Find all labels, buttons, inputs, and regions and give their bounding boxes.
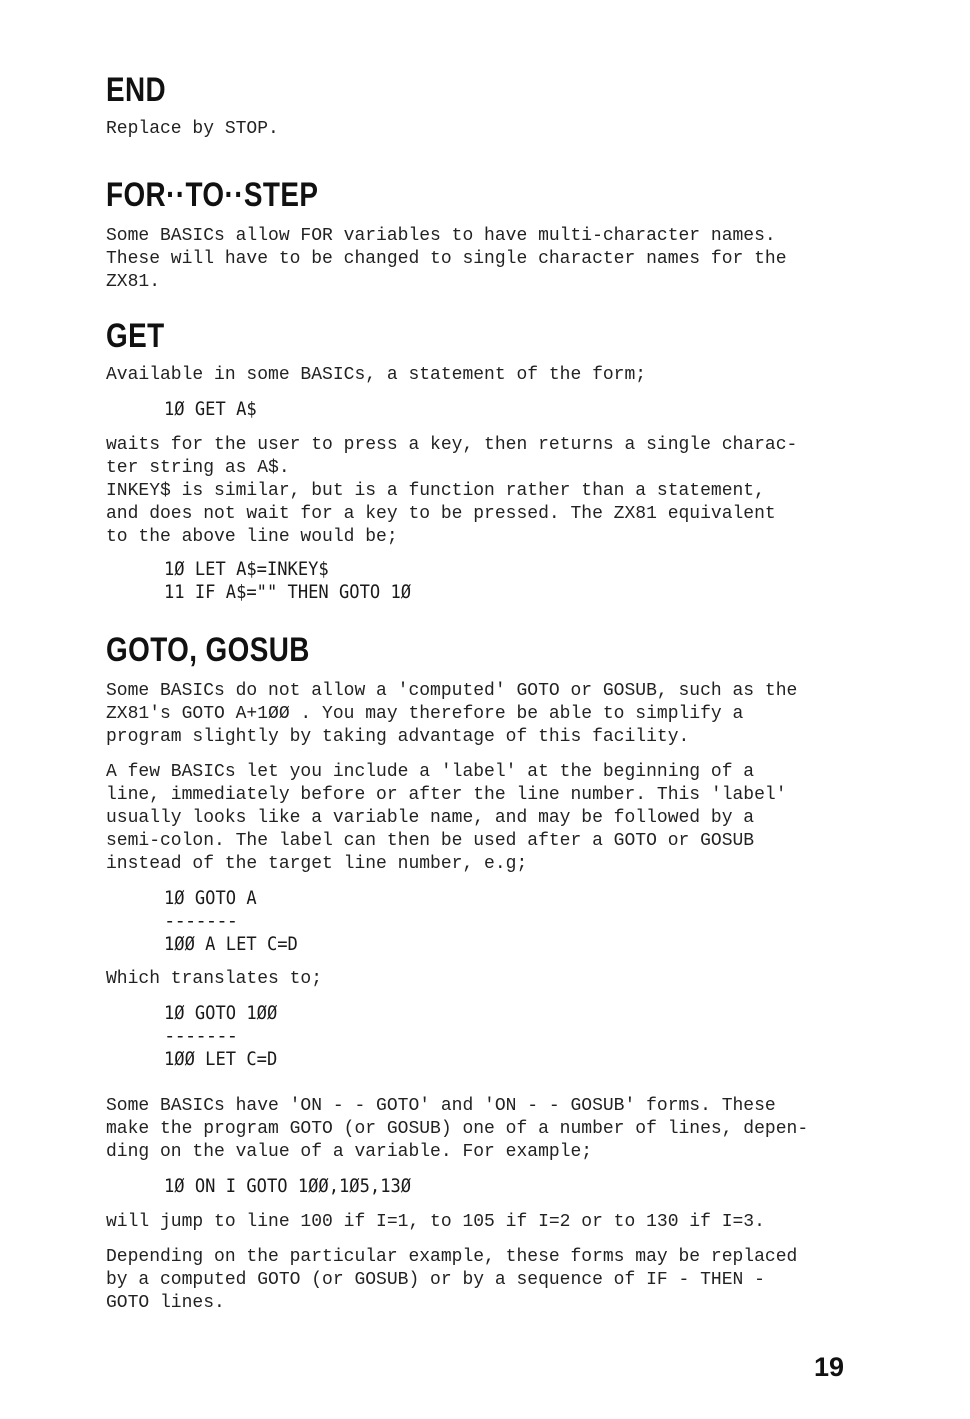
code-get-1: 1Ø GET A$ — [164, 398, 257, 420]
paragraph-goto-3: Which translates to; — [106, 969, 323, 989]
heading-end: END — [106, 71, 167, 109]
code-separator-2: ------- — [164, 1025, 238, 1047]
code-goto-4: 1ØØ LET C=D — [164, 1048, 278, 1070]
paragraph-goto-4: Some BASICs have 'ON - - GOTO' and 'ON - - GOSUB' forms. These make the program GOTO (or GOSUB) one of a number of lines, depen- ding on the value of a variable. For example; — [106, 1096, 809, 1162]
code-separator-1: ------- — [164, 910, 238, 932]
heading-get: GET — [106, 317, 165, 355]
heading-goto-gosub: GOTO, GOSUB — [106, 631, 310, 669]
paragraph-goto-1: Some BASICs do not allow a 'computed' GOTO or GOSUB, such as the ZX81's GOTO A+1ØØ . You may therefore be able to simplify a program slightly by taking advantage of this facility. — [106, 681, 798, 747]
paragraph-end: Replace by STOP. — [106, 119, 279, 139]
heading-for-to-step: FOR··TO··STEP — [106, 176, 319, 214]
code-goto-2: 1ØØ A LET C=D — [164, 933, 298, 955]
code-goto-1: 1Ø GOTO A — [164, 887, 257, 909]
paragraph-get-1: Available in some BASICs, a statement of the form; — [106, 365, 647, 385]
paragraph-goto-6: Depending on the particular example, these forms may be replaced by a computed GOTO (or GOSUB) or by a sequence of IF - THEN - GOTO lines. — [106, 1247, 798, 1313]
code-goto-3: 1Ø GOTO 1ØØ — [164, 1002, 278, 1024]
paragraph-get-2: waits for the user to press a key, then returns a single charac- ter string as A$. INKEY$ is similar, but is a function rather than a statement, and does not wait for a key to be pressed. The ZX81 equivalent to the above line would be; — [106, 435, 798, 547]
page-content — [106, 70, 876, 1315]
paragraph-for: Some BASICs allow FOR variables to have multi-character names. These will have to be changed to single character names for the ZX81. — [106, 226, 787, 292]
code-goto-5: 1Ø ON I GOTO 1ØØ,1Ø5,13Ø — [164, 1175, 412, 1197]
paragraph-goto-2: A few BASICs let you include a 'label' at the beginning of a line, immediately before or after the line number. This 'label' usually looks like a variable name, and may be followed by a semi-colon. The label can then be used after a GOTO or GOSUB instead of the target line number, e.g; — [106, 762, 787, 874]
page-number: 19 — [813, 1352, 844, 1382]
paragraph-goto-5: will jump to line 100 if I=1, to 105 if I=2 or to 130 if I=3. — [106, 1212, 765, 1232]
code-get-2: 1Ø LET A$=INKEY$ 11 IF A$="" THEN GOTO 1Ø — [164, 558, 412, 603]
